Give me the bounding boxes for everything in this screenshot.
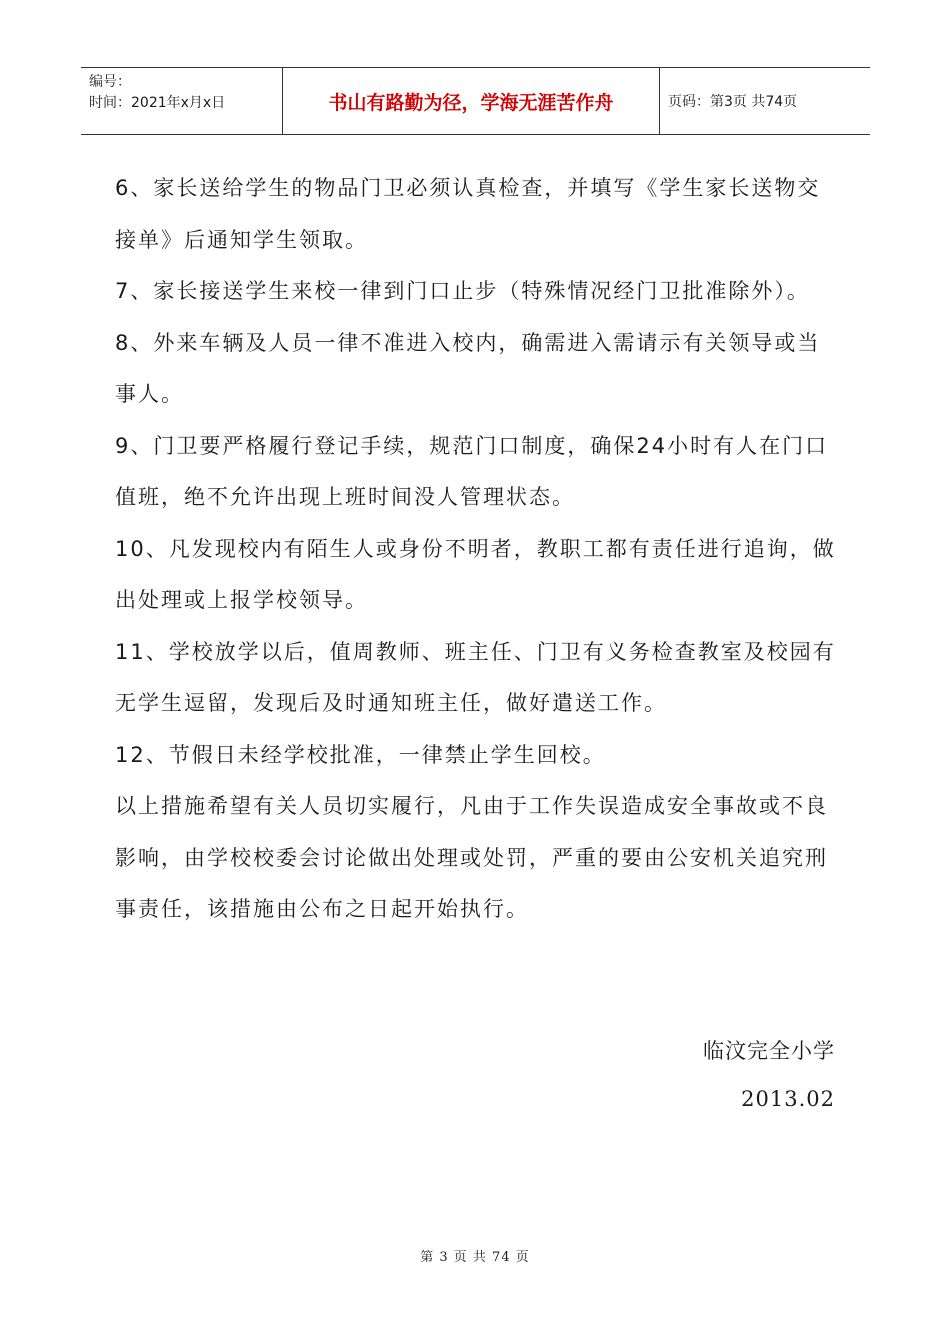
header-meta-cell (81, 68, 283, 134)
paragraph-11: 11、学校放学以后，值周教师、班主任、门卫有义务检查教室及校园有无学生逗留，发现后及时通知班主任，做好遣送工作。 (115, 639, 836, 715)
document-header (81, 67, 870, 135)
paragraph-8: 8、外来车辆及人员一律不准进入校内，确需进入需请示有关领导或当事人。 (115, 330, 821, 406)
motto-cell (283, 68, 660, 134)
signature-organization: 临汶完全小学 (703, 1039, 835, 1063)
page-info-cell (660, 68, 870, 134)
paragraph-7: 7、家长接送学生来校一律到门口止步（特殊情况经门卫批准除外）。 (115, 279, 810, 303)
page-footer: 第 3 页 共 74 页 (420, 1250, 530, 1265)
paragraph-9: 9、门卫要严格履行登记手续，规范门口制度，确保24小时有人在门口值班，绝不允许出现上班时间没人管理状态。 (115, 433, 829, 509)
motto-text: 书山有路勤为径，学海无涯苦作舟 (328, 91, 614, 114)
number-label: 编号： (89, 74, 131, 90)
document-body (115, 163, 840, 936)
closing-paragraph: 以上措施希望有关人员切实履行，凡由于工作失误造成安全事故或不良影响，由学校校委会讨论做出处理或处罚，严重的要由公安机关追究刑事责任，该措施由公布之日起开始执行。 (115, 794, 828, 921)
time-label: 时间：2021年x月x日 (89, 95, 226, 111)
signature-date: 2013.02 (741, 1087, 835, 1111)
paragraph-12: 12、节假日未经学校批准，一律禁止学生回校。 (115, 742, 606, 767)
page-info-text: 页码：第3页 共74页 (668, 94, 798, 110)
paragraph-6: 6、家长送给学生的物品门卫必须认真检查，并填写《学生家长送物交接单》后通知学生领取。 (115, 176, 821, 252)
paragraph-10: 10、凡发现校内有陌生人或身份不明者，教职工都有责任进行追询，做出处理或上报学校领导。 (115, 536, 836, 612)
